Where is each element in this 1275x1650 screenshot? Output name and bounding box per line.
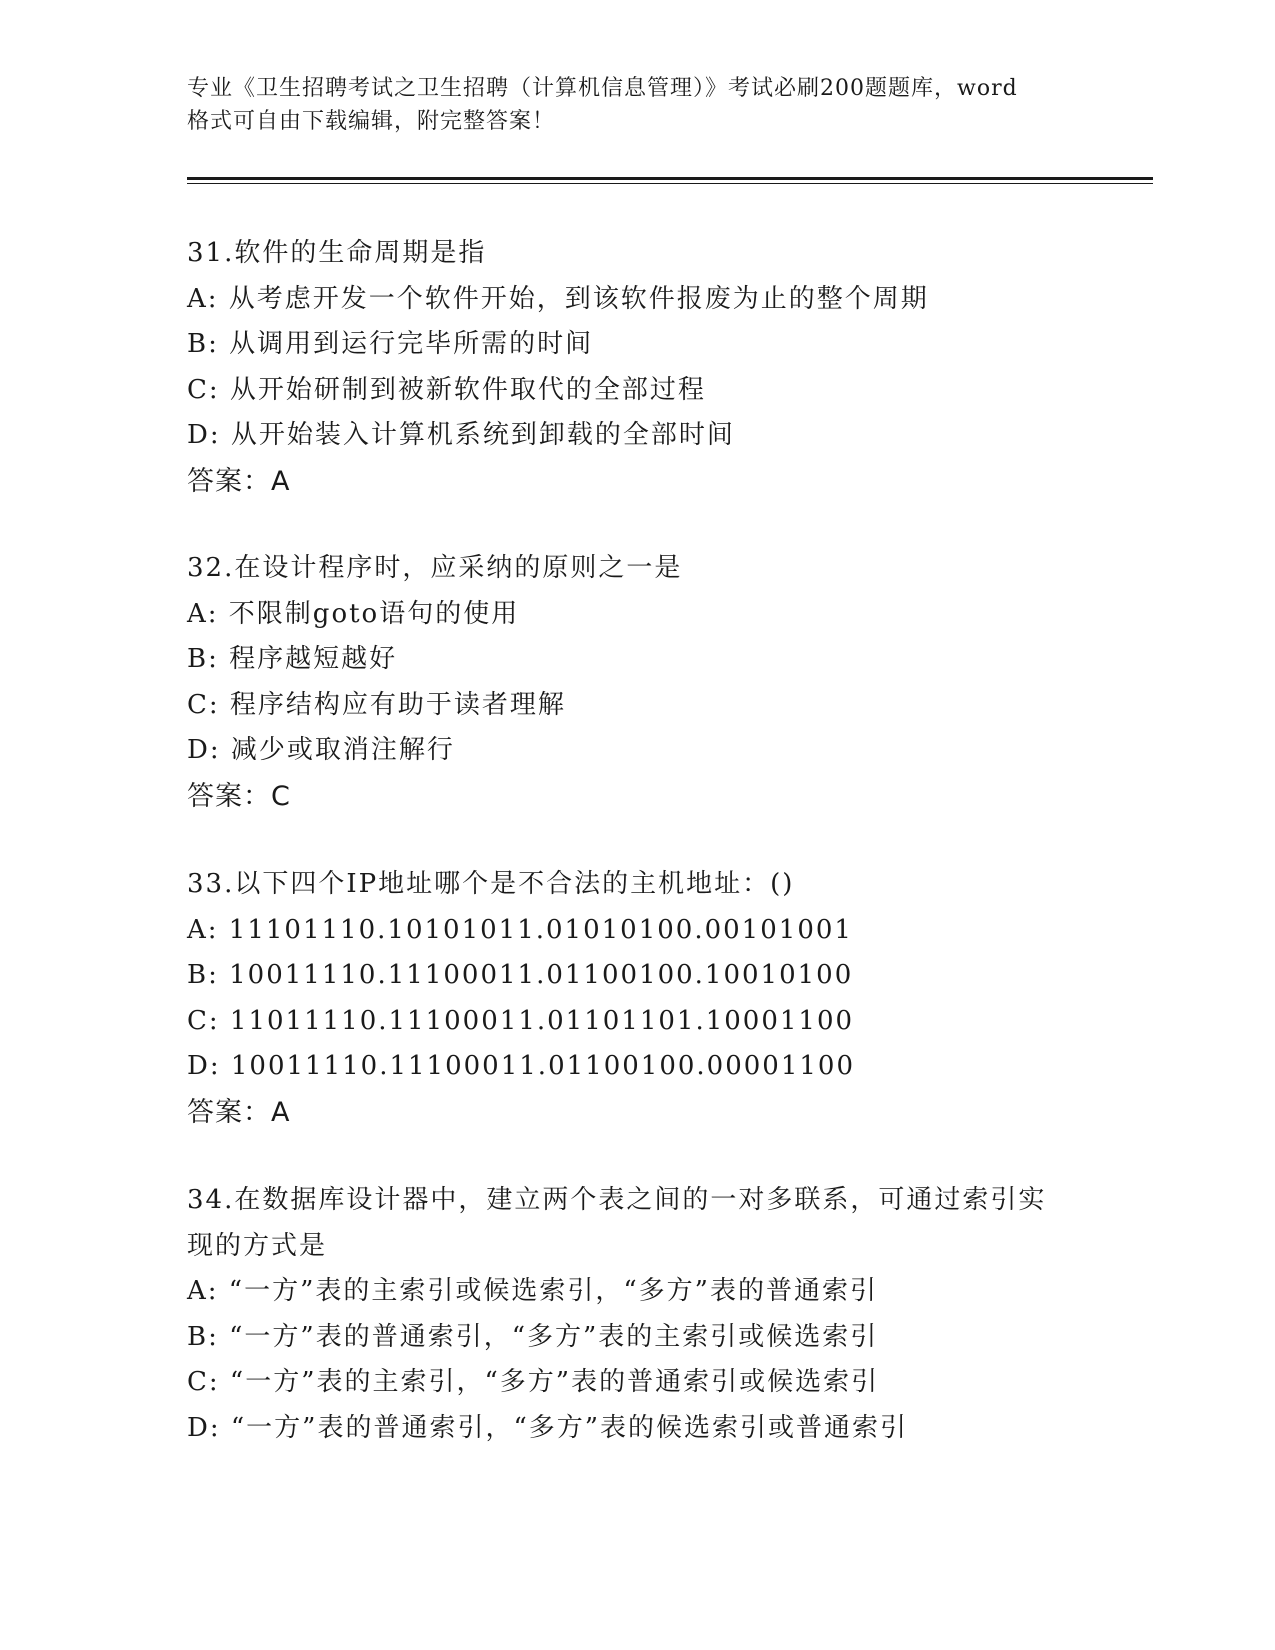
- question-stem: 32.在设计程序时，应采纳的原则之一是: [187, 553, 683, 583]
- option-b: B: 程序越短越好: [187, 644, 398, 674]
- answer: 答案：A: [187, 1096, 291, 1128]
- option-a: A: “一方”表的主索引或候选索引，“多方”表的普通索引: [187, 1276, 878, 1306]
- question-34: [187, 1178, 1087, 1451]
- header-line-1: 专业《卫生招聘考试之卫生招聘（计算机信息管理）》考试必刷200题题库，word: [187, 76, 1018, 101]
- question-stem-line-2: 现的方式是: [187, 1230, 328, 1261]
- option-a: A: 从考虑开发一个软件开始，到该软件报废为止的整个周期: [187, 283, 929, 314]
- option-b: B: 从调用到运行完毕所需的时间: [187, 329, 594, 359]
- option-d: D: 从开始装入计算机系统到卸载的全部时间: [187, 420, 735, 450]
- option-a: A: 11101110.10101011.01010100.00101001: [187, 914, 853, 945]
- answer: 答案：C: [187, 780, 291, 812]
- header-line-2: 格式可自由下载编辑，附完整答案！: [187, 109, 556, 134]
- option-c: C: 从开始研制到被新软件取代的全部过程: [187, 374, 706, 405]
- option-d: D: 减少或取消注解行: [187, 735, 455, 765]
- option-c: C: “一方”表的主索引，“多方”表的普通索引或候选索引: [187, 1367, 880, 1397]
- document-header: [187, 72, 1107, 138]
- question-31: [187, 231, 1087, 504]
- header-rule-thick: [187, 177, 1153, 180]
- option-a: A: 不限制goto语句的使用: [187, 598, 520, 629]
- question-stem: 31.软件的生命周期是指: [187, 238, 487, 268]
- option-c: C: 11011110.11100011.01101101.10001100: [187, 1005, 855, 1036]
- question-stem-line-1: 34.在数据库设计器中，建立两个表之间的一对多联系，可通过索引实: [187, 1185, 1047, 1215]
- question-stem: 33.以下四个IP地址哪个是不合法的主机地址：(): [187, 869, 795, 899]
- option-b: B: “一方”表的普通索引，“多方”表的主索引或候选索引: [187, 1321, 879, 1352]
- answer: 答案：A: [187, 465, 291, 497]
- option-b: B: 10011110.11100011.01100100.10010100: [187, 960, 854, 990]
- header-rule-thin: [187, 183, 1153, 184]
- option-c: C: 程序结构应有助于读者理解: [187, 689, 566, 720]
- option-d: D: “一方”表的普通索引，“多方”表的候选索引或普通索引: [187, 1412, 909, 1443]
- question-33: [187, 862, 1087, 1135]
- option-d: D: 10011110.11100011.01100100.00001100: [187, 1051, 856, 1081]
- question-32: [187, 546, 1087, 819]
